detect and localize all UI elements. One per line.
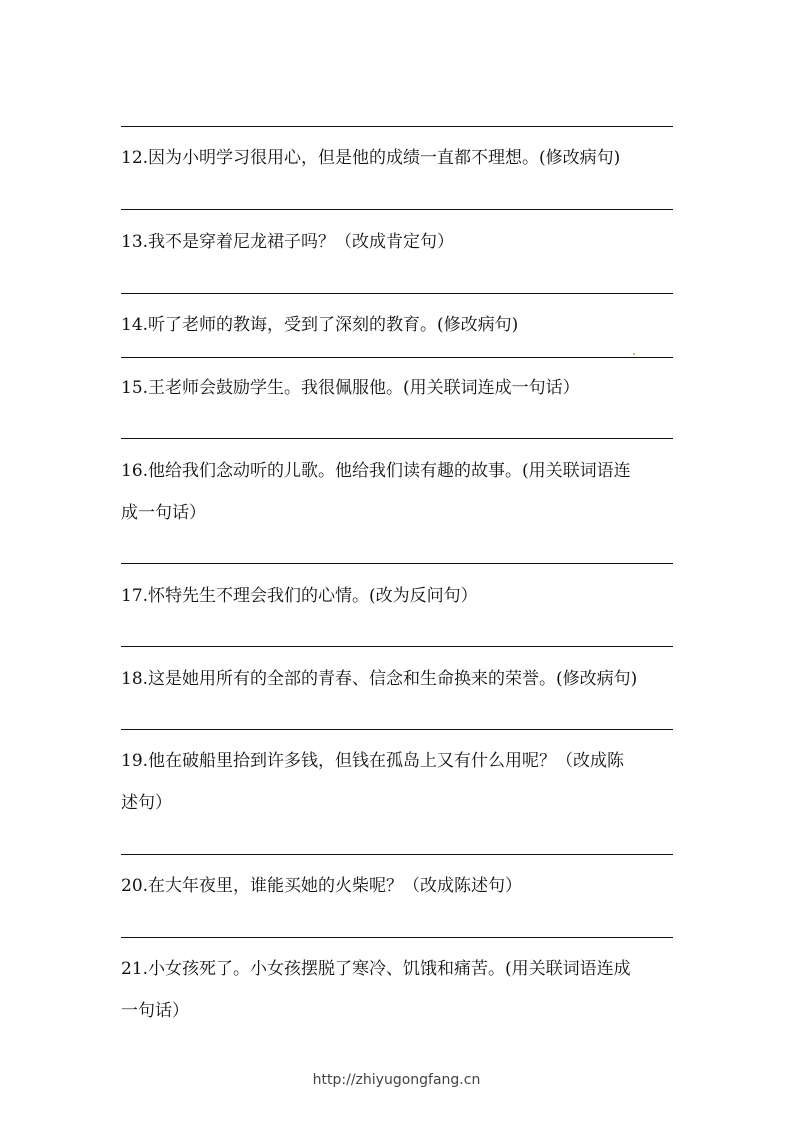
answer-line — [121, 126, 673, 127]
question-text: 在大年夜里，谁能买她的火柴呢？（改成陈述句） — [148, 876, 523, 896]
question-13 — [121, 232, 681, 252]
question-number: 16. — [121, 461, 149, 481]
question-21 — [121, 959, 681, 979]
speck — [633, 353, 635, 355]
question-16-continued: 成一句话） — [121, 503, 206, 523]
question-text: 他在破船里拾到许多钱，但钱在孤岛上又有什么用呢？（改成陈 — [148, 751, 625, 771]
question-text: 因为小明学习很用心，但是他的成绩一直都不理想。(修改病句) — [148, 148, 621, 168]
footer-url: http://zhiyugongfang.cn — [312, 1072, 481, 1088]
question-text: 小女孩死了。小女孩摆脱了寒冷、饥饿和痛苦。(用关联词语连成 — [148, 959, 631, 979]
question-number: 21. — [121, 959, 149, 979]
question-text: 这是她用所有的全部的青春、信念和生命换来的荣誉。(修改病句) — [148, 669, 638, 689]
question-15 — [121, 378, 681, 398]
question-text: 他给我们念动听的儿歌。他给我们读有趣的故事。(用关联词语连 — [148, 461, 631, 481]
answer-line — [121, 729, 673, 730]
answer-line — [121, 293, 673, 294]
question-number: 17. — [121, 586, 149, 606]
question-text: 听了老师的教诲，受到了深刻的教育。(修改病句) — [148, 315, 519, 335]
answer-line — [121, 438, 673, 439]
answer-line — [121, 646, 673, 647]
question-number: 13. — [121, 232, 149, 252]
answer-line — [121, 854, 673, 855]
question-12 — [121, 148, 681, 168]
question-number: 18. — [121, 669, 149, 689]
question-20 — [121, 876, 681, 896]
answer-line — [121, 937, 673, 938]
answer-line — [121, 209, 673, 210]
question-text: 我不是穿着尼龙裙子吗？（改成肯定句） — [148, 232, 455, 252]
answer-line — [121, 357, 673, 358]
question-number: 14. — [121, 315, 149, 335]
question-17 — [121, 586, 681, 606]
question-number: 20. — [121, 876, 149, 896]
question-19-continued: 述句） — [121, 793, 172, 813]
question-text: 怀特先生不理会我们的心情。(改为反问句） — [148, 586, 478, 606]
question-text: 王老师会鼓励学生。我很佩服他。(用关联词连成一句话） — [148, 378, 580, 398]
answer-line — [121, 563, 673, 564]
question-19 — [121, 751, 681, 771]
question-number: 15. — [121, 378, 149, 398]
question-16 — [121, 461, 681, 481]
question-14 — [121, 315, 681, 335]
question-18 — [121, 669, 681, 689]
question-number: 12. — [121, 148, 149, 168]
question-number: 19. — [121, 751, 149, 771]
question-21-continued: 一句话） — [121, 1001, 189, 1021]
